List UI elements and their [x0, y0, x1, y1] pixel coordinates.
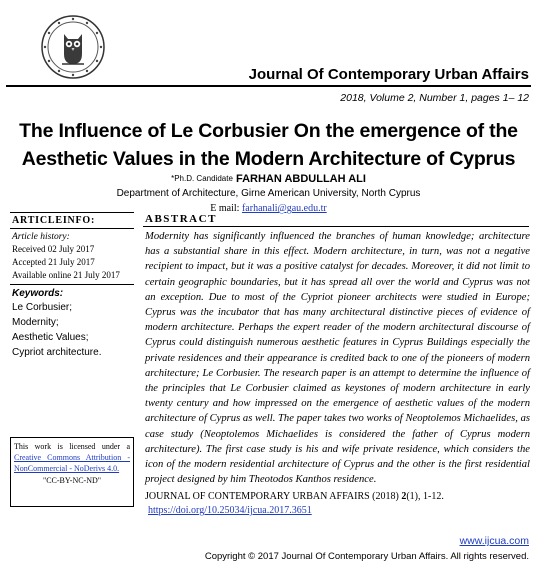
abstract-text: Modernity has significantly influenced the branches of human knowledge; architecture has a substantial share in this effect. Modern architecture, in turn, was not a negative recipient to impact, but it was a positive catalyst for decades. Moreover, it did not limit to certain geographic boundaries, but it has spread all over the world and Cyprus was not an exception. Due to most of the Cypriot pioneer architects were studied in Europe; Cyprus was the incubator that has many architectural distinctive pieces of evidence of modern architecture. Perhaps the expert reader of the modern architectural discourse of Cyprus could distinguish numerous aesthetic features in Cyprus Buildings especially the private residences and their appearance is credited back to one of the pioneers of modern architecture; Le Corbusier. The research paper is an attempt to determine the influence of the principles that Le Corbusier claimed as keystones of modern architecture in early twenty century and how impressed on the emergence of aesthetic values of the modern architecture of Cyprus as well. The paper takes two works of Neoptolemos Michaelides, as case study (Neoptolemos Michaelides is considered the father of Cyprus modern architecture). The first case study is his and wife private residence, which considers the icon of the modern residential architecture of Cyprus and the other is the first residential project designed by him Theotodos Kanthos residence.: [145, 231, 530, 486]
keyword-item: Le Corbusier;: [12, 302, 73, 313]
author-prefix: *Ph.D. Candidate: [171, 174, 233, 183]
article-history-heading: Article history:: [12, 232, 70, 242]
keywords-heading: Keywords:: [12, 288, 64, 299]
abstract-rule: [143, 226, 529, 227]
journal-name: Journal Of Contemporary Urban Affairs: [248, 66, 529, 83]
author-line: [0, 173, 537, 185]
email-link[interactable]: farhanali@gau.edu.tr: [241, 203, 327, 214]
license-box: [10, 437, 134, 507]
header-rule: [6, 85, 531, 87]
license-link[interactable]: Creative Commons Attribution - NonCommercial - NoDerivs 4.0.: [14, 453, 130, 473]
author-affiliation: Department of Architecture, Girne American University, North Cyprus: [116, 188, 421, 199]
article-title-line-2: Aesthetic Values in the Modern Architecture of Cyprus: [21, 148, 516, 170]
abstract-heading: ABSTRACT: [145, 213, 217, 225]
license-text: This work is licensed under a: [14, 442, 130, 451]
article-info-heading: ARTICLEINFO:: [10, 212, 134, 229]
copyright-text: Copyright © 2017 Journal Of Contemporary Urban Affairs. All rights reserved.: [204, 551, 529, 562]
volume-info: 2018, Volume 2, Number 1, pages 1– 12: [340, 92, 529, 104]
doi-line: [148, 505, 312, 516]
citation-suffix: (1), 1-12.: [406, 491, 444, 502]
article-info-panel: [10, 212, 134, 360]
license-code: "CC-BY-NC-ND": [42, 476, 102, 485]
owl-seal-logo-icon: [40, 14, 106, 80]
keyword-item: Aesthetic Values;: [12, 332, 89, 343]
author-name: FARHAN ABDULLAH ALI: [235, 173, 366, 185]
history-accepted: Accepted 21 July 2017: [12, 257, 95, 267]
article-title-line-1: The Influence of Le Corbusier On the emergence of the: [19, 120, 518, 142]
keyword-item: Cypriot architecture.: [12, 347, 102, 358]
email-label: E mail:: [210, 203, 240, 214]
citation-volume: 2: [401, 491, 407, 502]
keyword-item: Modernity;: [12, 317, 59, 328]
history-received: Received 02 July 2017: [12, 244, 95, 254]
citation-prefix: JOURNAL OF CONTEMPORARY URBAN AFFAIRS (2018): [145, 491, 399, 502]
website-link[interactable]: www.ijcua.com: [459, 535, 529, 547]
citation: [145, 491, 444, 502]
doi-link[interactable]: https://doi.org/10.25034/ijcua.2017.3651: [148, 505, 312, 516]
history-available: Available online 21 July 2017: [12, 270, 120, 280]
